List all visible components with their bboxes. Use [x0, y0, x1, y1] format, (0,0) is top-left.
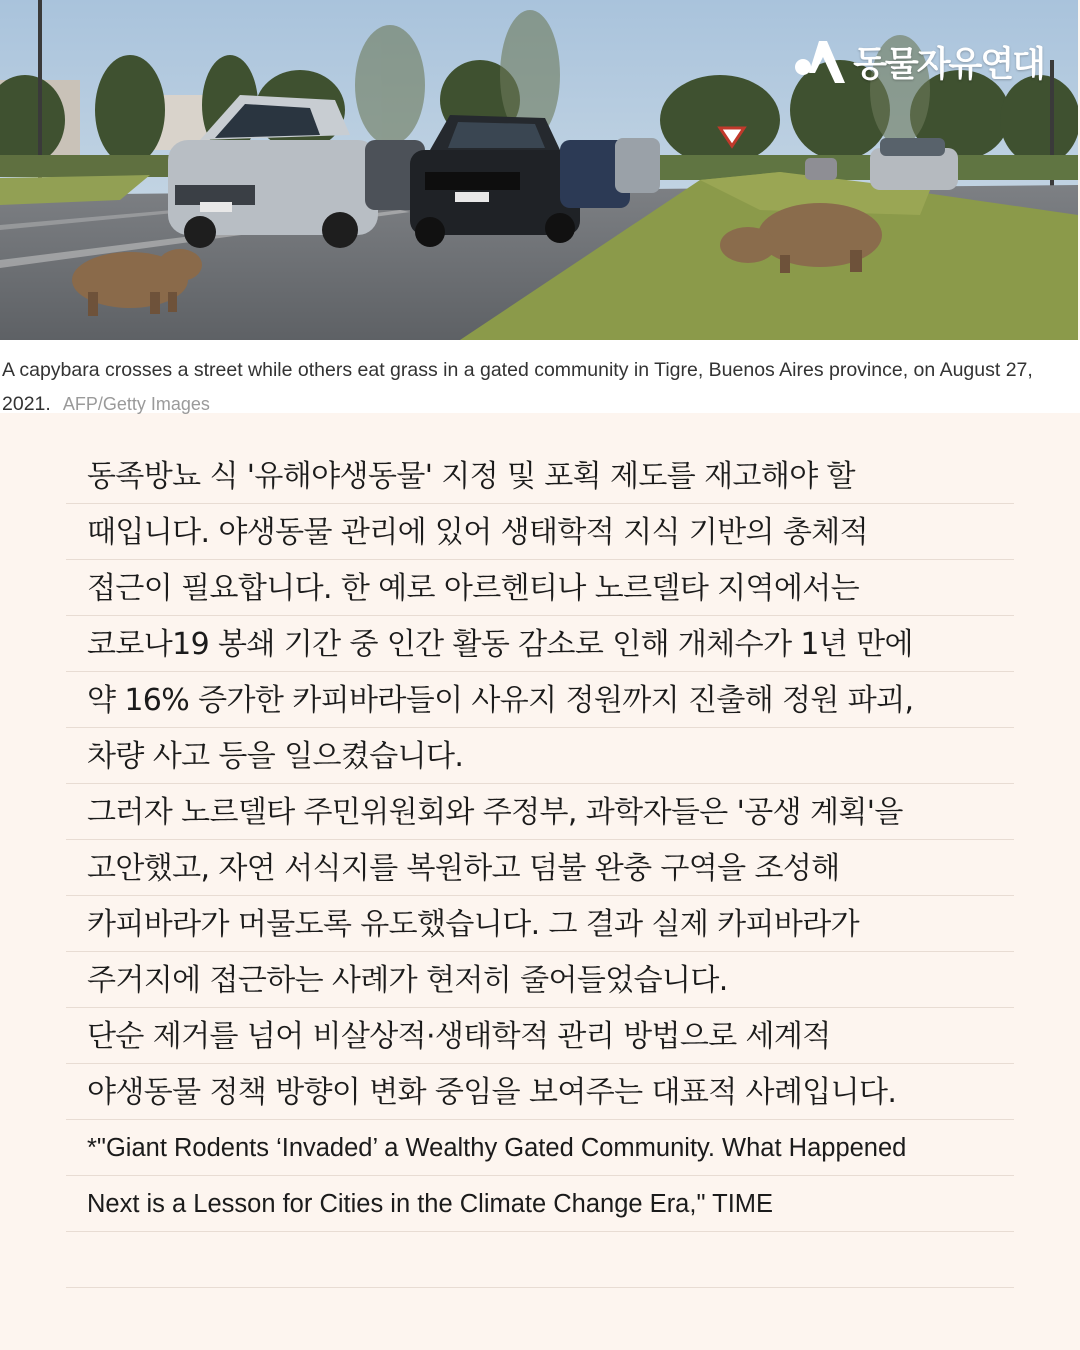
article-line — [66, 672, 1014, 728]
line-text: 주거지에 접근하는 사례가 현저히 줄어들었습니다. — [87, 963, 728, 998]
line-text: 그러자 노르델타 주민위원회와 주정부, 과학자들은 '공생 계획'을 — [87, 795, 903, 830]
source-line — [66, 1176, 1014, 1232]
line-text: 약 16% 증가한 카피바라들이 사유지 정원까지 진출해 정원 파괴, — [87, 683, 914, 718]
article-line — [66, 896, 1014, 952]
brand-logo — [791, 34, 1044, 90]
source-line — [66, 1120, 1014, 1176]
line-text: 접근이 필요합니다. 한 예로 아르헨티나 노르델타 지역에서는 — [87, 571, 860, 606]
line-text: 고안했고, 자연 서식지를 복원하고 덤불 완충 구역을 조성해 — [87, 851, 840, 886]
article-line — [66, 504, 1014, 560]
article-line — [66, 1008, 1014, 1064]
article-line — [66, 1064, 1014, 1120]
caption-text: A capybara crosses a street while others eat grass in a gated community in Tigre, Buenos Aires province, on August 27, 2021. — [2, 359, 1033, 415]
line-text: 단순 제거를 넘어 비살상적·생태학적 관리 방법으로 세계적 — [87, 1019, 831, 1054]
empty-line — [66, 1232, 1014, 1288]
news-photo — [0, 0, 1078, 340]
article-line — [66, 560, 1014, 616]
source-text: Next is a Lesson for Cities in the Climate Change Era," TIME — [87, 1190, 774, 1218]
line-text: 차량 사고 등을 일으켰습니다. — [87, 739, 464, 774]
line-text: 야생동물 정책 방향이 변화 중임을 보여주는 대표적 사례입니다. — [87, 1075, 897, 1110]
photo-credit: AFP/Getty Images — [62, 394, 210, 414]
org-logo-icon — [791, 37, 845, 87]
article-line — [66, 728, 1014, 784]
article-line — [66, 840, 1014, 896]
source-text: *"Giant Rodents ‘Invaded’ a Wealthy Gated Community. What Happened — [87, 1134, 907, 1162]
line-text: 코로나19 봉쇄 기간 중 인간 활동 감소로 인해 개체수가 1년 만에 — [87, 627, 913, 662]
line-text: 때입니다. 야생동물 관리에 있어 생태학적 지식 기반의 총체적 — [87, 515, 868, 550]
photo-caption — [2, 353, 1072, 421]
article-line — [66, 616, 1014, 672]
brand-name: 동물자유연대 — [853, 45, 1044, 85]
article-line — [66, 784, 1014, 840]
article-line — [66, 952, 1014, 1008]
line-text: 동족방뇨 식 '유해야생동물' 지정 및 포획 제도를 재고해야 할 — [87, 459, 855, 494]
line-text: 카피바라가 머물도록 유도했습니다. 그 결과 실제 카피바라가 — [87, 907, 860, 942]
photo-caption-area — [0, 340, 1080, 413]
article-line — [66, 448, 1014, 504]
